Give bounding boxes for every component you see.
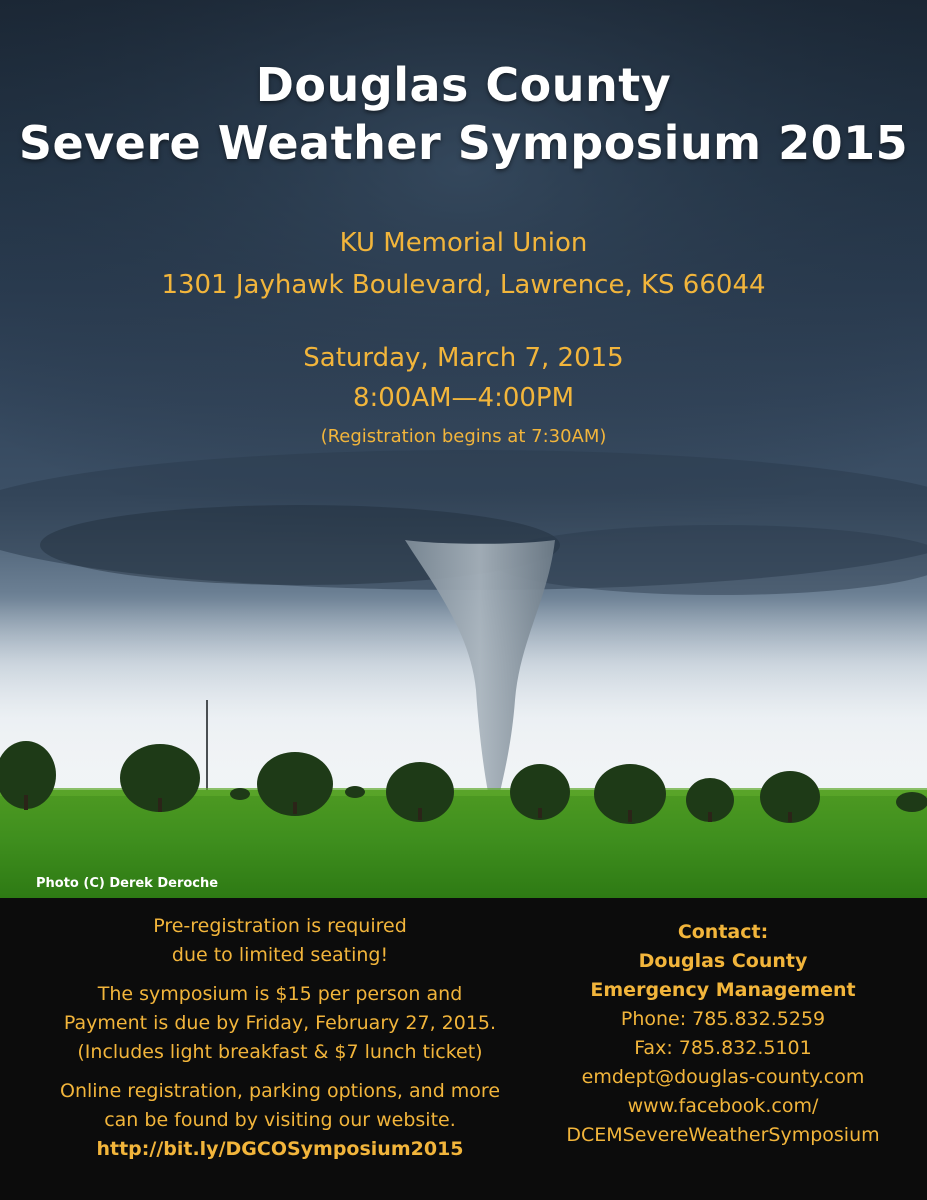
venue-address: 1301 Jayhawk Boulevard, Lawrence, KS 66044 xyxy=(161,270,766,300)
contact-org-line1: Douglas County xyxy=(638,950,808,972)
prereg-line2: due to limited seating! xyxy=(171,944,389,966)
registration-info xyxy=(20,912,540,1164)
online-line1: Online registration, parking options, and more xyxy=(59,1080,501,1102)
online-line2: can be found by visiting our website. xyxy=(104,1109,456,1131)
contact-phone: Phone: 785.832.5259 xyxy=(620,1008,826,1030)
registration-note: (Registration begins at 7:30AM) xyxy=(320,426,607,447)
registration-link[interactable]: http://bit.ly/DGCOSymposium2015 xyxy=(96,1138,464,1160)
cost-line3: (Includes light breakfast & $7 lunch ticket) xyxy=(77,1041,483,1063)
contact-info xyxy=(556,918,890,1150)
contact-heading: Contact: xyxy=(677,921,769,943)
venue-name: KU Memorial Union xyxy=(339,228,588,258)
photo-credit: Photo (C) Derek Deroche xyxy=(36,876,219,891)
facebook-link-line2[interactable]: DCEMSevereWeatherSymposium xyxy=(566,1124,880,1146)
poster-title-line1: Douglas County xyxy=(255,58,672,112)
footer-panel xyxy=(0,898,927,1200)
cost-line1: The symposium is $15 per person and xyxy=(97,983,463,1005)
event-time: 8:00AM—4:00PM xyxy=(352,383,575,413)
contact-fax: Fax: 785.832.5101 xyxy=(634,1037,812,1059)
cost-line2: Payment is due by Friday, February 27, 2015. xyxy=(63,1012,497,1034)
prereg-line1: Pre-registration is required xyxy=(153,915,407,937)
contact-email[interactable]: emdept@douglas-county.com xyxy=(581,1066,865,1088)
poster-title-line2: Severe Weather Symposium 2015 xyxy=(18,116,909,170)
event-date: Saturday, March 7, 2015 xyxy=(303,343,624,373)
facebook-link-line1[interactable]: www.facebook.com/ xyxy=(627,1095,819,1117)
contact-org-line2: Emergency Management xyxy=(590,979,856,1001)
